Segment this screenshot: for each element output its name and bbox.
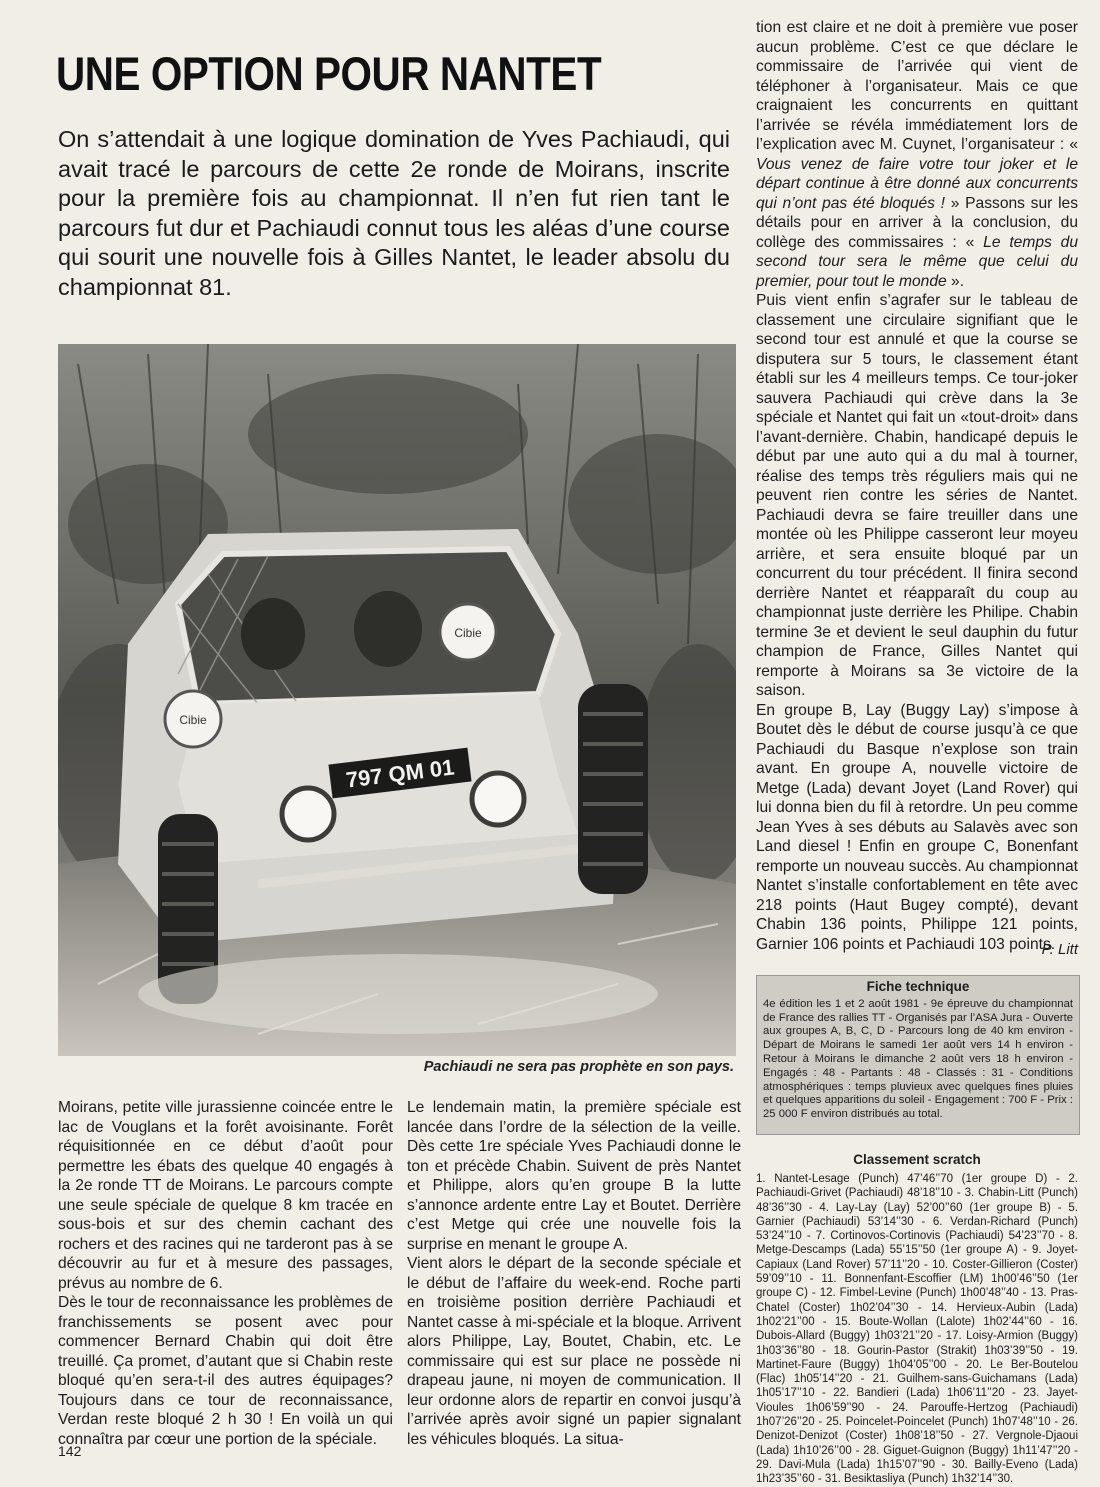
buggy-photo-illustration [58, 344, 736, 1056]
article-column-2 [407, 1098, 741, 1449]
scratch-heading: Classement scratch [853, 1152, 981, 1167]
fiche-body: 4e édition les 1 et 2 août 1981 - 9e épreuve du championnat de France des rallies TT - Organisés par l’ASA Jura - Ouverte aux groupes A, B, C, D - Parcours long de 40 km environ - Départ de Moirans le samedi 1er août vers 14 h environ - Retour à Moirans le dimanche 2 août vers 18 h environ - Engagés : 48 - Partants : 48 - Classés : 31 - Conditions atmosphériques : temps pluvieux avec quelques fines pluies et quelques apparitions du soleil - Engagement : 700 F - Prix : 25 000 F environ distribués au total. [763, 997, 1073, 1121]
paragraph [756, 18, 1078, 291]
author-signature: P. Litt [1041, 941, 1078, 958]
licence-plate: 797 QM 01 [344, 754, 456, 793]
fiche-heading: Fiche technique [866, 979, 970, 994]
article-column-1 [58, 1098, 393, 1449]
article-photo [58, 344, 736, 1056]
photo-caption: Pachiaudi ne sera pas prophète en son pays. [423, 1059, 734, 1075]
text-run: ». [951, 272, 965, 290]
paragraph: En groupe B, Lay (Buggy Lay) s’impose à Boutet dès le début de course jusqu’à ce que Pachiaudi du Basque n’explose son train avant. En groupe A, nouvelle victoire de Metge (Lada) devant Joyet (Land Rover) qui lui donna bien du fil à retordre. Un peu comme Jean Yves à ses débuts au Salavès avec son Land diesel ! Enfin en groupe C, Bonenfant remporte un nouveau succès. Au championnat Nantet s’installe confortablement en tête avec 218 points (Haut Bugey compté), devant Chabin 136 points, Philippe 121 points, Garnier 106 points et Pachiaudi 103 points. [756, 701, 1078, 953]
article-lede: On s’attendait à une logique domination de Yves Pachiaudi, qui avait tracé le parcours de cette 2e ronde de Moirans, inscrite pour la première fois au championnat. Il n’en fut rien tant le parcours fut dur et Pachiaudi connut tous les aléas d’une course qui sourit une nouvelle fois à Gilles Nantet, le leader absolu du championnat 81. [58, 126, 730, 300]
paragraph: Vient alors le départ de la seconde spéciale et le début de l’affaire du week-end. Roche parti en troisième position derrière Pachiaudi et Nantet casse à mi-spéciale et la bloque. Arrivent alors Philippe, Lay, Boutet, Chabin, etc. Le commissaire qui est sur place ne possède ni drapeau jaune, ni moyen de communication. Il leur ordonne alors de repartir en convoi jusqu’à l’arrivée après avoir signé un papier signalant les véhicules bloqués. La situa- [407, 1255, 741, 1448]
lamp-brand-left: Cibie [179, 713, 207, 727]
article-title: UNE OPTION POUR NANTET [56, 47, 602, 100]
scratch-results: 1. Nantet-Lesage (Punch) 47’46’’70 (1er groupe D) - 2. Pachiaudi-Grivet (Pachiaudi) 48’18’’10 - 3. Chabin-Litt (Punch) 48’36’’30 - 4. Lay-Lay (Lay) 52’00’’60 (1er groupe B) - 5. Garnier (Pachiaudi) 53’14’’30 - 6. Verdan-Richard (Punch) 53’24’’10 - 7. Cortinovos-Cortinovis (Pachiaudi) 54’23’’70 - 8. Metge-Descamps (Lada) 55’15’’50 (1er groupe A) - 9. Joyet-Capiaux (Land Rover) 57’11’’20 - 10. Coster-Gillieron (Coster) 59’09’’10 - 11. Bonnenfant-Escoffier (LM) 1h00’46’’50 (1er groupe C) - 12. Fimbel-Levine (Punch) 1h00’48’’40 - 13. Pras-Chatel (Coster) 1h02’04’’30 - 14. Hervieux-Aubin (Lada) 1h02’21’’00 - 15. Boute-Wollan (Lalote) 1h02’44’’60 - 16. Dubois-Allard (Buggy) 1h03’21’’20 - 17. Loisy-Armion (Buggy) 1h03’36’’80 - 18. Gourin-Pastor (Strakit) 1h03’39’’50 - 19. Martinet-Faure (Buggy) 1h04’05’’00 - 20. Le Ber-Boutelou (Flac) 1h05’14’’20 - 21. Guilhem-sans-Guichamans (Lada) 1h05’17’’10 - 22. Bandieri (Lada) 1h06’11’’20 - 23. Jayet-Vioules 1h06’59’’90 - 24. Parouffe-Hertzog (Pachiaudi) 1h07’26’’20 - 25. Poincelet-Poincelet (Punch) 1h07’48’’10 - 26. Denizot-Denizot (Coster) 1h08’18’’50 - 27. Vergnole-Djaoui (Lada) 1h10’26’’00 - 28. Giguet-Guignon (Buggy) 1h11’47’’20 - 29. Davi-Mula (Lada) 1h15’07’’90 - 30. Bailly-Eveno (Lada) 1h23’35’’60 - 31. Besiktasliya (Punch) 1h32’14’’30. [756, 1173, 1078, 1486]
paragraph: Dès le tour de reconnaissance les problèmes de franchissements se posent avec pour commencer Bernard Chabin qui doit être treuillé. Ça promet, d’autant que si Chabin reste bloqué qu’en sera-t-il des autres équipages? Toujours dans ce tour de reconnaissance, Verdan reste bloqué 2 h 30 ! En voilà un qui connaîtra par cœur une portion de la spéciale. [58, 1294, 393, 1448]
text-run: » Passons sur les détails pour en arriver à la conclusion, du collège des commissaires : « [756, 194, 1078, 251]
article-column-3 [756, 18, 1078, 954]
lamp-brand-right: Cibie [454, 626, 482, 640]
text-run: tion est claire et ne doit à première vue poser aucun problème. C’est ce que déclare le commissaire de l’arrivée qui vient de téléphoner à l’organisateur. Mais ce que craignaient les concurrents en quittant l’arrivée se révéla immédiatement lors de l’explication avec M. Cuynet, l’organisateur : « [756, 19, 1078, 153]
paragraph: Le lendemain matin, la première spéciale est lancée dans l’ordre de la sélection de la veille. Dès cette 1re spéciale Yves Pachiaudi donne le ton et précède Chabin. Suivent de près Nantet et Philippe, alors qu’en groupe B la lutte s’annonce ardente entre Lay et Boutet. Derrière c’est Metge qui crée une nouvelle fois la surprise en menant le groupe A. [407, 1099, 741, 1253]
fiche-technique-box [756, 975, 1080, 1135]
paragraph: Moirans, petite ville jurassienne coincée entre le lac de Vouglans et la forêt avoisinante. Forêt réquisitionnée en ce début d’août pour permettre les ébats des quelque 40 engagés à la 2e ronde TT de Moirans. Le parcours compte une seule spéciale de quelque 8 km tracée en sous-bois et sur des chemin cachant des rochers et des racines qui ne tarderont pas à se découvrir au fur et à mesure des passages, prévus au nombre de 6. [58, 1099, 393, 1292]
quote-italic: Le temps du second tour sera le même que celui du premier, pour tout le monde [756, 233, 1078, 290]
quote-italic: Vous venez de faire votre tour joker et le départ continue à être donné aux concurrents qui n’ont pas été bloqués ! [756, 155, 1078, 212]
page-number: 142 [58, 1443, 82, 1459]
paragraph: Puis vient enfin s’agrafer sur le tableau de classement une circulaire signifiant que le second tour est annulé et que la course se disputera sur 5 tours, le classement étant établi sur les 4 meilleurs temps. Ce tour-joker sauvera Pachiaudi qui crève dans la 3e spéciale et Nantet qui fait un «tout-droit» dans l’avant-dernière. Chabin, handicapé depuis le début par une auto qui a du mal à tourner, réalise des temps très réguliers mais qui ne peuvent rien contre les séries de Nantet. Pachiaudi devra se faire treuiller dans une montée où les Philippe casseront leur moyeu arrière, et sera ensuite bloqué par un concurrent du tour précédent. Il finira second derrière Nantet et réapparaît du coup au championnat juste derrière les Philipe. Chabin termine 3e et devient le seul dauphin du futur champion de France, Gilles Nantet qui remporte à Moirans sa 3e victoire de la saison. [756, 292, 1078, 699]
